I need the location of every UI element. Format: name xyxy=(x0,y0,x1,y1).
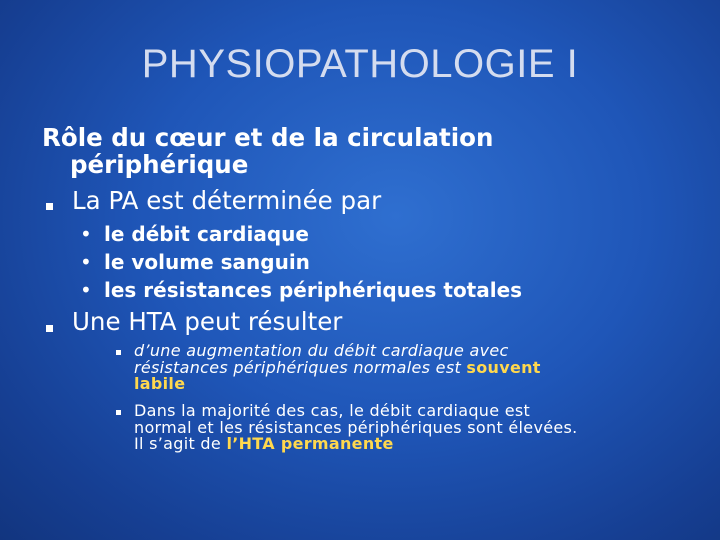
sub-point-permanent-text: Il s’agit de xyxy=(134,434,227,453)
determinant-label: le débit cardiaque xyxy=(104,222,309,246)
sub-point-labile-text: résistances périphériques normales est xyxy=(134,357,467,377)
slide-title: PHYSIOPATHOLOGIE I xyxy=(141,42,579,86)
point-hta-result: Une HTA peut résulter xyxy=(72,307,343,336)
point-pa-determinants: La PA est déterminée par xyxy=(72,186,382,215)
sub-point-permanent-line-1: Dans la majorité des cas, le débit cardiaque est xyxy=(134,401,531,420)
square-bullet-icon xyxy=(116,350,121,355)
sub-point-labile xyxy=(134,343,694,393)
dot-bullet-icon: • xyxy=(80,278,92,302)
dot-bullet-icon: • xyxy=(80,222,92,246)
sub-point-labile-line-1: d’une augmentation du débit cardiaque avec xyxy=(134,341,509,360)
sub-point-permanent-line-3 xyxy=(134,436,694,453)
determinant-item xyxy=(80,249,310,275)
determinant-label: le volume sanguin xyxy=(104,250,310,274)
section-heading xyxy=(42,124,642,178)
heading-line-1: Rôle du cœur et de la circulation xyxy=(42,123,494,152)
heading-line-2: périphérique xyxy=(70,150,249,179)
dot-bullet-icon: • xyxy=(80,250,92,274)
sub-point-permanent xyxy=(134,403,694,453)
highlight-hta-permanente: l’HTA permanente xyxy=(226,434,394,453)
sub-point-labile-line-2 xyxy=(134,357,694,377)
determinant-item xyxy=(80,277,522,303)
square-bullet-icon xyxy=(46,325,53,332)
highlight-souvent: souvent xyxy=(466,357,541,377)
square-bullet-icon xyxy=(116,410,121,415)
highlight-labile: labile xyxy=(134,374,186,393)
determinant-item xyxy=(80,221,309,247)
sub-point-permanent-line-2: normal et les résistances périphériques sont élevées. xyxy=(134,417,578,437)
square-bullet-icon xyxy=(46,203,53,210)
determinant-label: les résistances périphériques totales xyxy=(104,278,523,302)
